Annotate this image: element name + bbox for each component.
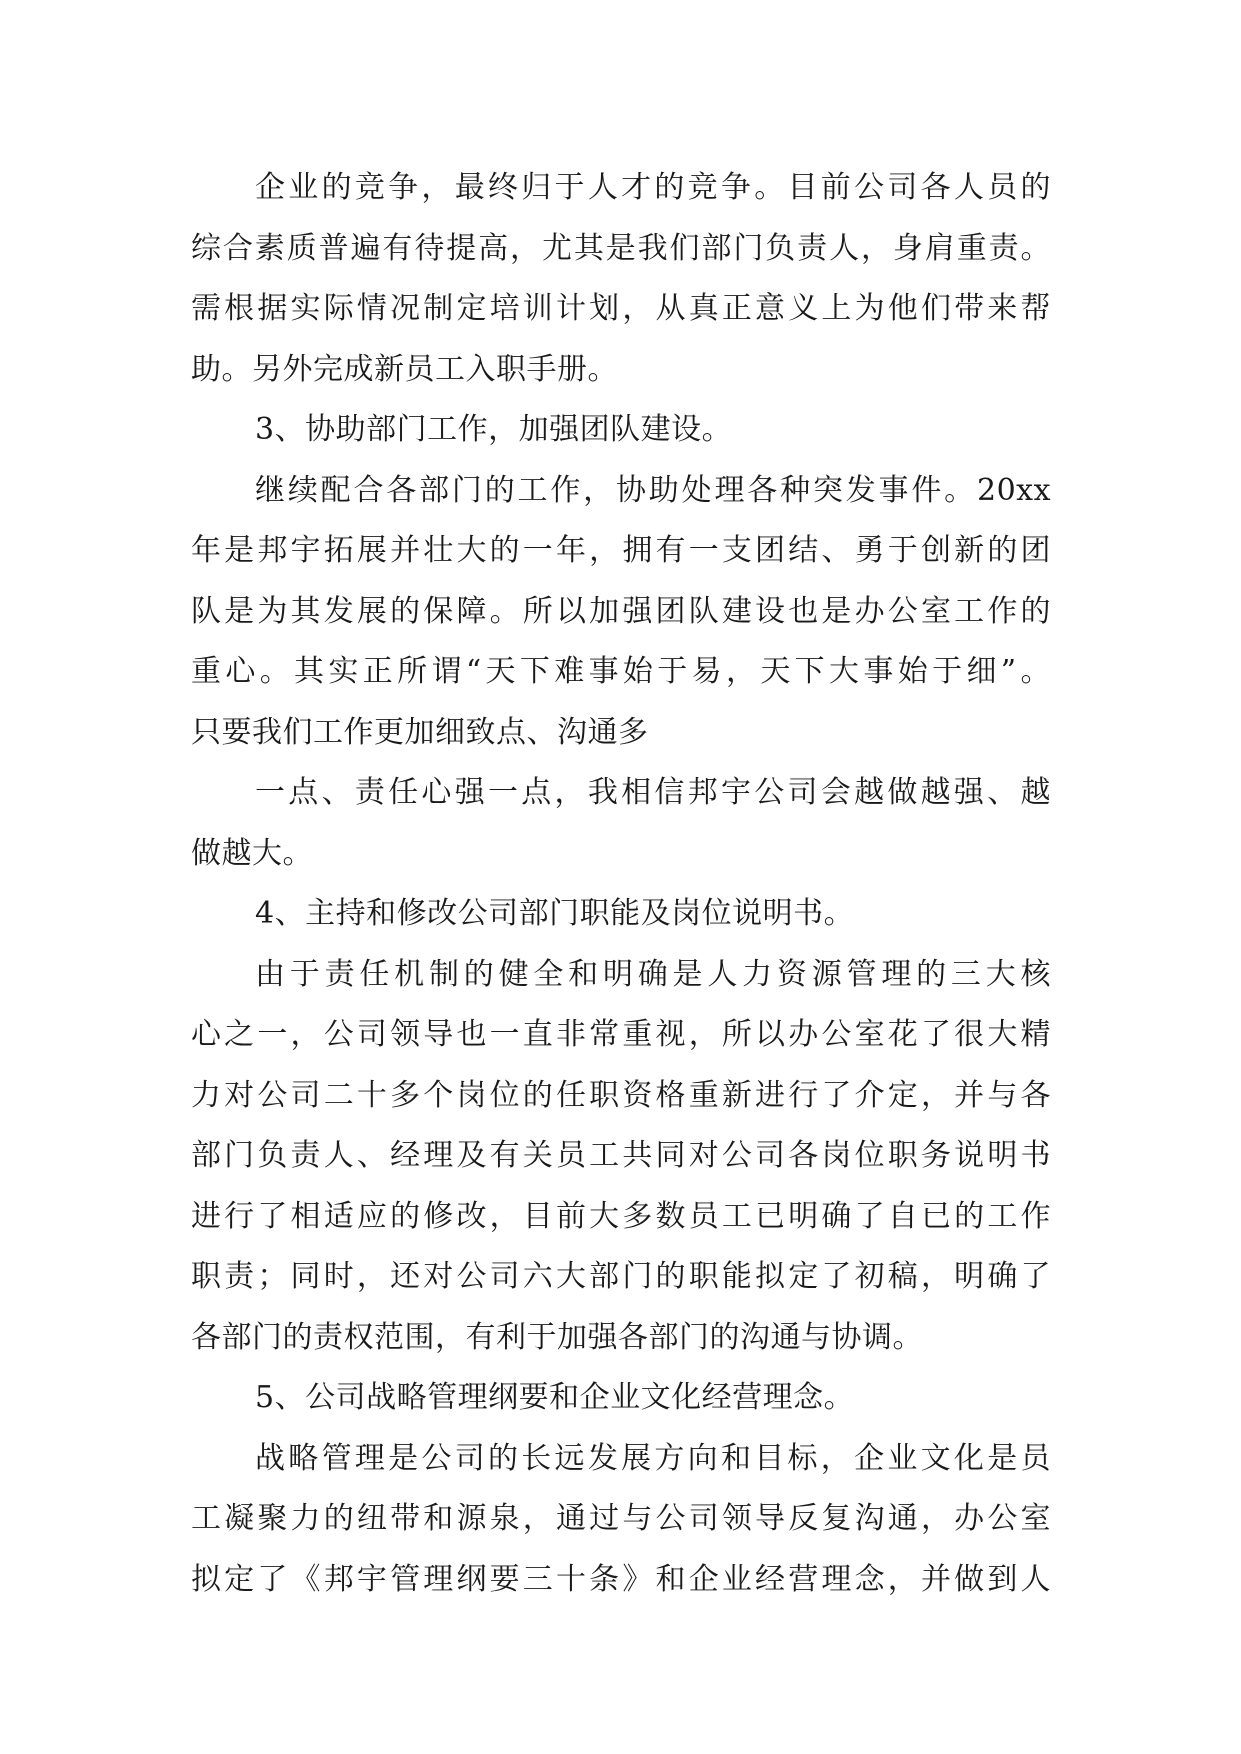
text-line: 工凝聚力的纽带和源泉，通过与公司领导反复沟通，办公室: [191, 1501, 1051, 1536]
text-line: 3、协助部门工作，加强团队建设。: [255, 412, 733, 447]
document-body: [191, 158, 1051, 1610]
text-line: 年是邦宇拓展并壮大的一年，拥有一支团结、勇于创新的团: [191, 533, 1051, 568]
text-line: 职责；同时，还对公司六大部门的职能拟定了初稿，明确了: [191, 1259, 1051, 1294]
text-line: 4、主持和修改公司部门职能及岗位说明书。: [255, 896, 855, 931]
text-line: 重心。其实正所谓“天下难事始于易，天下大事始于细”。: [191, 654, 1051, 689]
text-line: 一点、责任心强一点，我相信邦宇公司会越做越强、越: [255, 775, 1051, 810]
text-line: 各部门的责权范围，有利于加强各部门的沟通与协调。: [191, 1319, 923, 1355]
text-line: 做越大。: [191, 835, 313, 871]
text-line: 继续配合各部门的工作，协助处理各种突发事件。20xx: [255, 472, 1051, 508]
text-line: 队是为其发展的保障。所以加强团队建设也是办公室工作的: [191, 593, 1051, 629]
text-line: 部门负责人、经理及有关员工共同对公司各岗位职务说明书: [191, 1138, 1051, 1173]
text-line: 企业的竞争，最终归于人才的竞争。目前公司各人员的: [255, 170, 1051, 205]
text-line: 心之一，公司领导也一直非常重视，所以办公室花了很大精: [191, 1017, 1051, 1052]
text-line: 只要我们工作更加细致点、沟通多: [191, 714, 649, 750]
text-line: 战略管理是公司的长远发展方向和目标，企业文化是员: [255, 1440, 1051, 1476]
text-line: 需根据实际情况制定培训计划，从真正意义上为他们带来帮: [191, 291, 1051, 326]
text-line: 力对公司二十多个岗位的任职资格重新进行了介定，并与各: [191, 1077, 1051, 1113]
text-line: 5、公司战略管理纲要和企业文化经营理念。: [255, 1380, 855, 1415]
text-line: 进行了相适应的修改，目前大多数员工已明确了自已的工作: [191, 1198, 1051, 1234]
text-line: 助。另外完成新员工入职手册。: [191, 351, 618, 387]
text-line: 由于责任机制的健全和明确是人力资源管理的三大核: [255, 956, 1051, 992]
text-line: 拟定了《邦宇管理纲要三十条》和企业经营理念，并做到人: [191, 1561, 1051, 1597]
text-line: 综合素质普遍有待提高，尤其是我们部门负责人，身肩重责。: [191, 230, 1051, 266]
